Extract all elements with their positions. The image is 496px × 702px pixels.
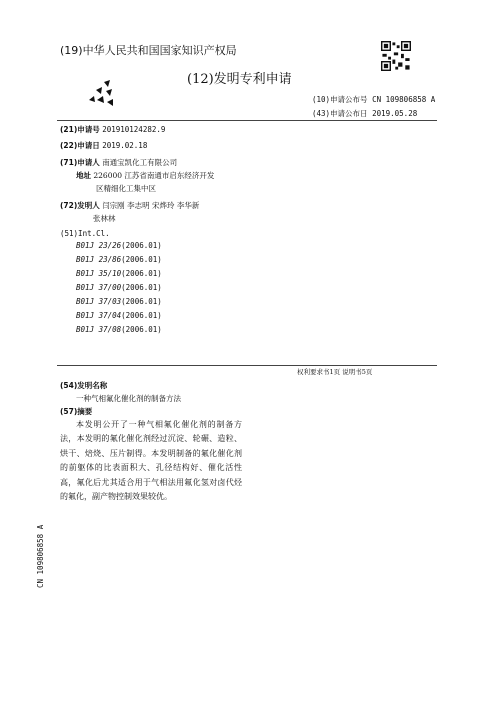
side-publication-number: CN 109806858 A: [36, 524, 45, 588]
publication-number: (10)申请公布号 CN 109806858 A: [312, 95, 436, 104]
abstract-text: 本发明公开了一种气相氟化催化剂的制备方法，本发明的氟化催化剂经过沉淀、轮碾、造粒、烘干、焙烧、压片制得。本发明制备的氟化催化剂的前躯体的比表面积大、孔径结构好、催化活性高，氟化后尤其适合用于气相法用氟化氢对卤代烃的氟化，副产物控制效果较优。: [60, 420, 242, 502]
int-class-version: (2006.01): [121, 255, 162, 264]
inventors-line-1: 闫宗刚 李志明 宋烨玲 李华新: [102, 201, 200, 210]
int-class-code: B01J 37/08: [76, 325, 122, 334]
int-class-code: B01J 23/86: [76, 255, 122, 264]
inventors-line-2: 张林林: [93, 214, 116, 223]
filing-date-row: [60, 140, 147, 151]
int-class-code: B01J 37/03: [76, 297, 122, 306]
filing-date: 2019.02.18: [102, 141, 148, 150]
int-class-code: B01J 23/26: [76, 241, 122, 250]
int-class-code: B01J 37/00: [76, 283, 122, 292]
office-name: (19)中华人民共和国国家知识产权局: [60, 44, 237, 57]
int-class-version: (2006.01): [121, 297, 162, 306]
cnipa-logo-icon: [87, 78, 119, 108]
inventors-label: (72)发明人: [60, 201, 100, 210]
int-class-item: [76, 325, 162, 334]
applicant-label: (71)申请人: [60, 158, 100, 167]
int-class-version: (2006.01): [121, 241, 162, 250]
applicant-name: 南通宝凯化工有限公司: [102, 158, 178, 167]
int-class-version: (2006.01): [121, 269, 162, 278]
int-class-item: [76, 241, 162, 250]
divider: [57, 120, 437, 121]
int-class-code: B01J 35/10: [76, 269, 122, 278]
address-line-1: 226000 江苏省南通市启东经济开发: [93, 171, 215, 180]
divider: [57, 365, 437, 366]
int-class-item: [76, 297, 162, 306]
application-number-label: (21)申请号: [60, 125, 100, 134]
page-count: 权利要求书1页 说明书5页: [297, 368, 373, 376]
address-line-2: 区精细化工集中区: [96, 184, 156, 193]
application-number: 201910124282.9: [102, 125, 166, 134]
address-row: [76, 170, 214, 181]
int-class-version: (2006.01): [121, 311, 162, 320]
int-class-item: [76, 283, 162, 292]
qr-code-icon: [381, 41, 411, 71]
int-cl-label: (51)Int.Cl.: [60, 229, 110, 238]
int-class-code: B01J 37/04: [76, 311, 122, 320]
publication-date: (43)申请公布日 2019.05.28: [312, 109, 418, 118]
abstract-label: (57)摘要: [60, 407, 93, 416]
address-label: 地址: [76, 171, 91, 180]
document-type: (12)发明专利申请: [187, 72, 292, 87]
int-class-item: [76, 255, 162, 264]
application-number-row: [60, 124, 165, 135]
filing-date-label: (22)申请日: [60, 141, 100, 150]
int-class-version: (2006.01): [121, 325, 162, 334]
abstract: [60, 418, 242, 504]
invention-title: 一种气相氟化催化剂的制备方法: [76, 394, 181, 403]
int-class-version: (2006.01): [121, 283, 162, 292]
int-class-item: [76, 311, 162, 320]
int-class-item: [76, 269, 162, 278]
title-label: (54)发明名称: [60, 381, 108, 390]
applicant-row: [60, 157, 177, 168]
inventors-row: [60, 200, 199, 211]
